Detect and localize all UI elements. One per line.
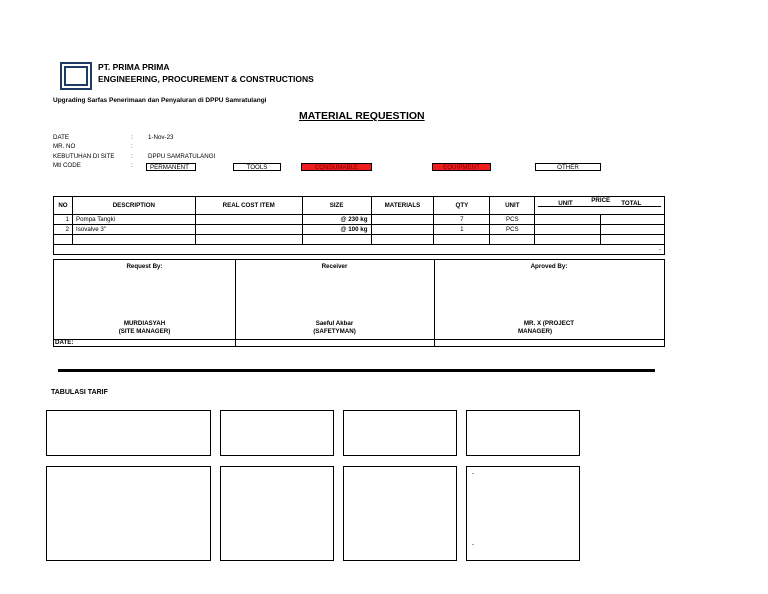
row-size: @ 230 kg [302,215,371,225]
tarif-box-2 [220,410,334,456]
header-real-cost-item: REAL COST ITEM [195,197,302,215]
header-no: NO [54,197,73,215]
header-unit-price-price: PRICE [591,197,611,204]
row-materials [371,215,434,225]
row-unit: PCS [490,215,535,225]
company-name: PT. PRIMA PRIMA [98,62,170,72]
row-qty: 1 [434,225,490,235]
mtl-code-other[interactable]: OTHER [535,163,601,171]
request-by-label: Request By: [126,263,163,270]
site-label: KEBUTUHAN DI SITE [53,153,115,160]
requester-role: (SITE MANAGER) [118,328,171,335]
date-label: DATE [53,134,70,141]
tarif-box-3 [343,410,457,456]
approver-role: MANAGER) [518,328,553,335]
row-total [601,215,665,225]
mtl-code-label: Mtl CODE [53,162,81,169]
mtl-code-permanent[interactable]: PERMANENT [146,163,196,171]
date-colon: : [131,134,133,141]
requester-name: MURDIASYAH [123,320,166,327]
table-row [54,215,665,225]
row-description: Isovalve 3" [72,225,195,235]
approved-by-label: Aproved By: [530,263,568,270]
mtl-code-equipment[interactable]: EQUIPMENT [432,163,491,171]
company-division: ENGINEERING, PROCUREMENT & CONSTRUCTIONS [98,74,314,84]
header-unit: UNIT [490,197,535,215]
items-table [53,196,665,255]
table-row [54,235,665,245]
tarif-box-1 [46,410,211,456]
tarif-box-7 [343,466,457,561]
request-by-column [54,260,236,339]
header-description: DESCRIPTION [72,197,195,215]
row-total [601,225,665,235]
row-size: @ 100 kg [302,225,371,235]
header-total: TOTAL [621,200,642,207]
table-row [54,225,665,235]
company-header [98,61,314,85]
tarif-mark-top: - [472,471,474,477]
row-qty: 7 [434,215,490,225]
company-logo [60,62,92,90]
signature-block [53,259,665,347]
tarif-box-4 [466,410,580,456]
header-unit-price-total [535,197,665,215]
table-spacer-row [54,245,665,255]
tabulasi-title: TABULASI TARIF [51,389,108,396]
signature-date-label: DATE: [55,339,74,346]
mrno-colon: : [131,143,133,150]
mtl-code-consumable[interactable]: CONSUMABLE [301,163,372,171]
approver-name: MR. X (PROJECT [523,320,575,327]
tarif-box-8 [466,466,580,561]
receiver-role: (SAFETYMAN) [313,328,356,335]
tarif-box-6 [220,466,334,561]
header-materials: MATERIALS [371,197,434,215]
receiver-name: Saeful Akbar [315,320,354,327]
date-value: 1-Nov-23 [148,134,174,141]
row-unit-price [535,225,601,235]
tarif-mark-bottom: - [472,542,474,548]
row-real-cost [195,225,302,235]
row-unit: PCS [490,225,535,235]
receiver-label: Receiver [321,263,348,270]
row-no: 2 [54,225,73,235]
site-colon: : [131,153,133,160]
mtl-code-colon: : [131,162,133,169]
mtl-code-tools[interactable]: TOOLS [233,163,281,171]
header-qty: QTY [434,197,490,215]
document-title: MATERIAL REQUESTION [299,110,425,122]
section-divider [58,369,655,372]
row-no: 1 [54,215,73,225]
header-unit-price-unit: UNIT [558,200,573,207]
row-real-cost [195,215,302,225]
mrno-label: MR. NO [53,143,76,150]
site-value: DPPU SAMRATULANGI [148,153,216,160]
approved-by-column [434,260,665,339]
header-size: SIZE [302,197,371,215]
row-unit-price [535,215,601,225]
table-header-row [54,197,665,215]
table-dash: - [54,245,665,255]
project-title: Upgrading Sarfas Penerimaan dan Penyaluran di DPPU Samratulangi [53,97,267,104]
row-materials [371,225,434,235]
tarif-box-5 [46,466,211,561]
row-description: Pompa Tangki [72,215,195,225]
receiver-column [235,260,435,339]
